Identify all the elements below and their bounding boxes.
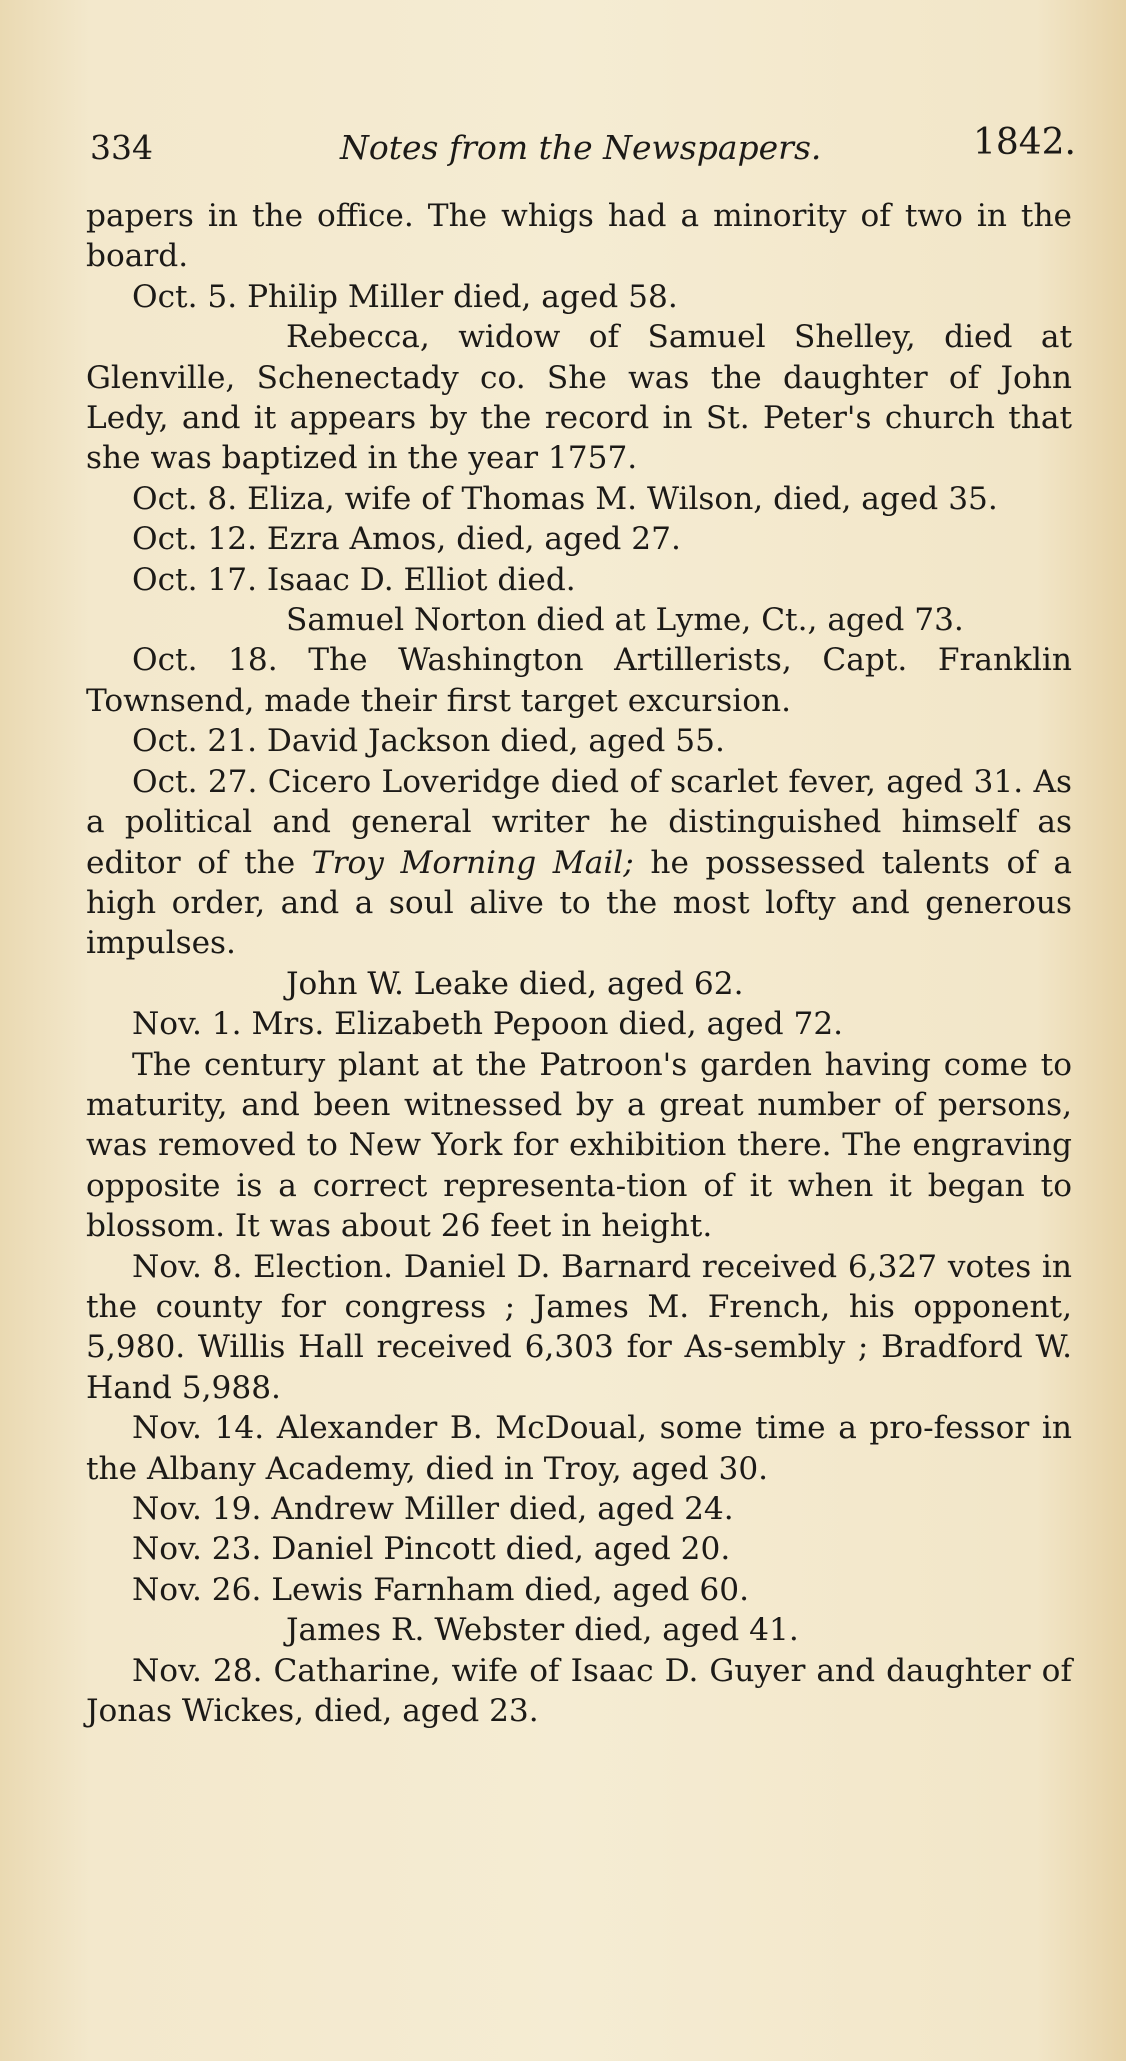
paragraph: papers in the office. The whigs had a minority of two in the board. xyxy=(86,198,1072,275)
paragraph: Oct. 8. Eliza, wife of Thomas M. Wilson, died, aged 35. xyxy=(132,480,998,517)
paragraph: John W. Leake died, aged 62. xyxy=(286,965,744,1002)
paragraph: Oct. 17. Isaac D. Elliot died. xyxy=(132,561,576,598)
page-header xyxy=(90,122,1076,178)
paragraph: James R. Webster died, aged 41. xyxy=(286,1612,799,1649)
paragraph: Nov. 1. Mrs. Elizabeth Pepoon died, aged 72. xyxy=(132,1006,844,1043)
paragraph: Nov. 28. Catharine, wife of Isaac D. Guyer and daughter of Jonas Wickes, died, aged 23. xyxy=(86,1652,1072,1730)
paragraph: The century plant at the Patroon's garden having come to maturity, and been witnessed by a great number of persons, was removed to New York for exhibition there. The engraving opposite is a correct representa-tion of it when it began to blossom. It was about 26 feet in height. xyxy=(86,1046,1072,1245)
paragraph: Nov. 8. Election. Daniel D. Barnard received 6,327 votes in the county for congress ; James M. French, his opponent, 5,980. Willis Hall received 6,303 for As-sembly ; Bradford W. Hand 5,988. xyxy=(86,1248,1072,1406)
paragraph: Oct. 21. David Jackson died, aged 55. xyxy=(132,723,725,760)
paragraph: Nov. 14. Alexander B. McDoual, some time a pro-fessor in the Albany Academy, died in Troy, aged 30. xyxy=(86,1410,1072,1487)
page-number: 334 xyxy=(90,128,153,167)
paragraph xyxy=(86,762,1072,964)
header-year: 1842. xyxy=(972,122,1076,163)
running-title: Notes from the Newspapers. xyxy=(340,128,822,167)
paragraph: Oct. 12. Ezra Amos, died, aged 27. xyxy=(132,521,681,558)
paragraph: Oct. 5. Philip Miller died, aged 58. xyxy=(132,278,678,315)
paragraph: Rebecca, widow of Samuel Shelley, died at Glenville, Schenectady co. She was the daughter of John Ledy, and it appears by the record in St. Peter's church that she was baptized in the year 1757. xyxy=(86,319,1072,477)
newspaper-title: Troy Morning Mail; xyxy=(311,844,634,881)
paragraph-text: he possessed talents of a high order, and a soul alive to the most lofty and generous impulses. xyxy=(86,844,1072,962)
body-text xyxy=(86,196,1072,1731)
paragraph: Nov. 26. Lewis Farnham died, aged 60. xyxy=(132,1571,750,1608)
paragraph-text: Oct. 27. Cicero Loveridge died of scarlet fever, aged 31. As a political and general writer he distinguished himself as editor of the xyxy=(86,763,1072,881)
paragraph: Nov. 23. Daniel Pincott died, aged 20. xyxy=(132,1531,731,1568)
paragraph: Samuel Norton died at Lyme, Ct., aged 73. xyxy=(286,602,964,639)
paragraph: Oct. 18. The Washington Artillerists, Capt. Franklin Townsend, made their first target excursion. xyxy=(86,642,1072,719)
paragraph: Nov. 19. Andrew Miller died, aged 24. xyxy=(132,1491,734,1527)
